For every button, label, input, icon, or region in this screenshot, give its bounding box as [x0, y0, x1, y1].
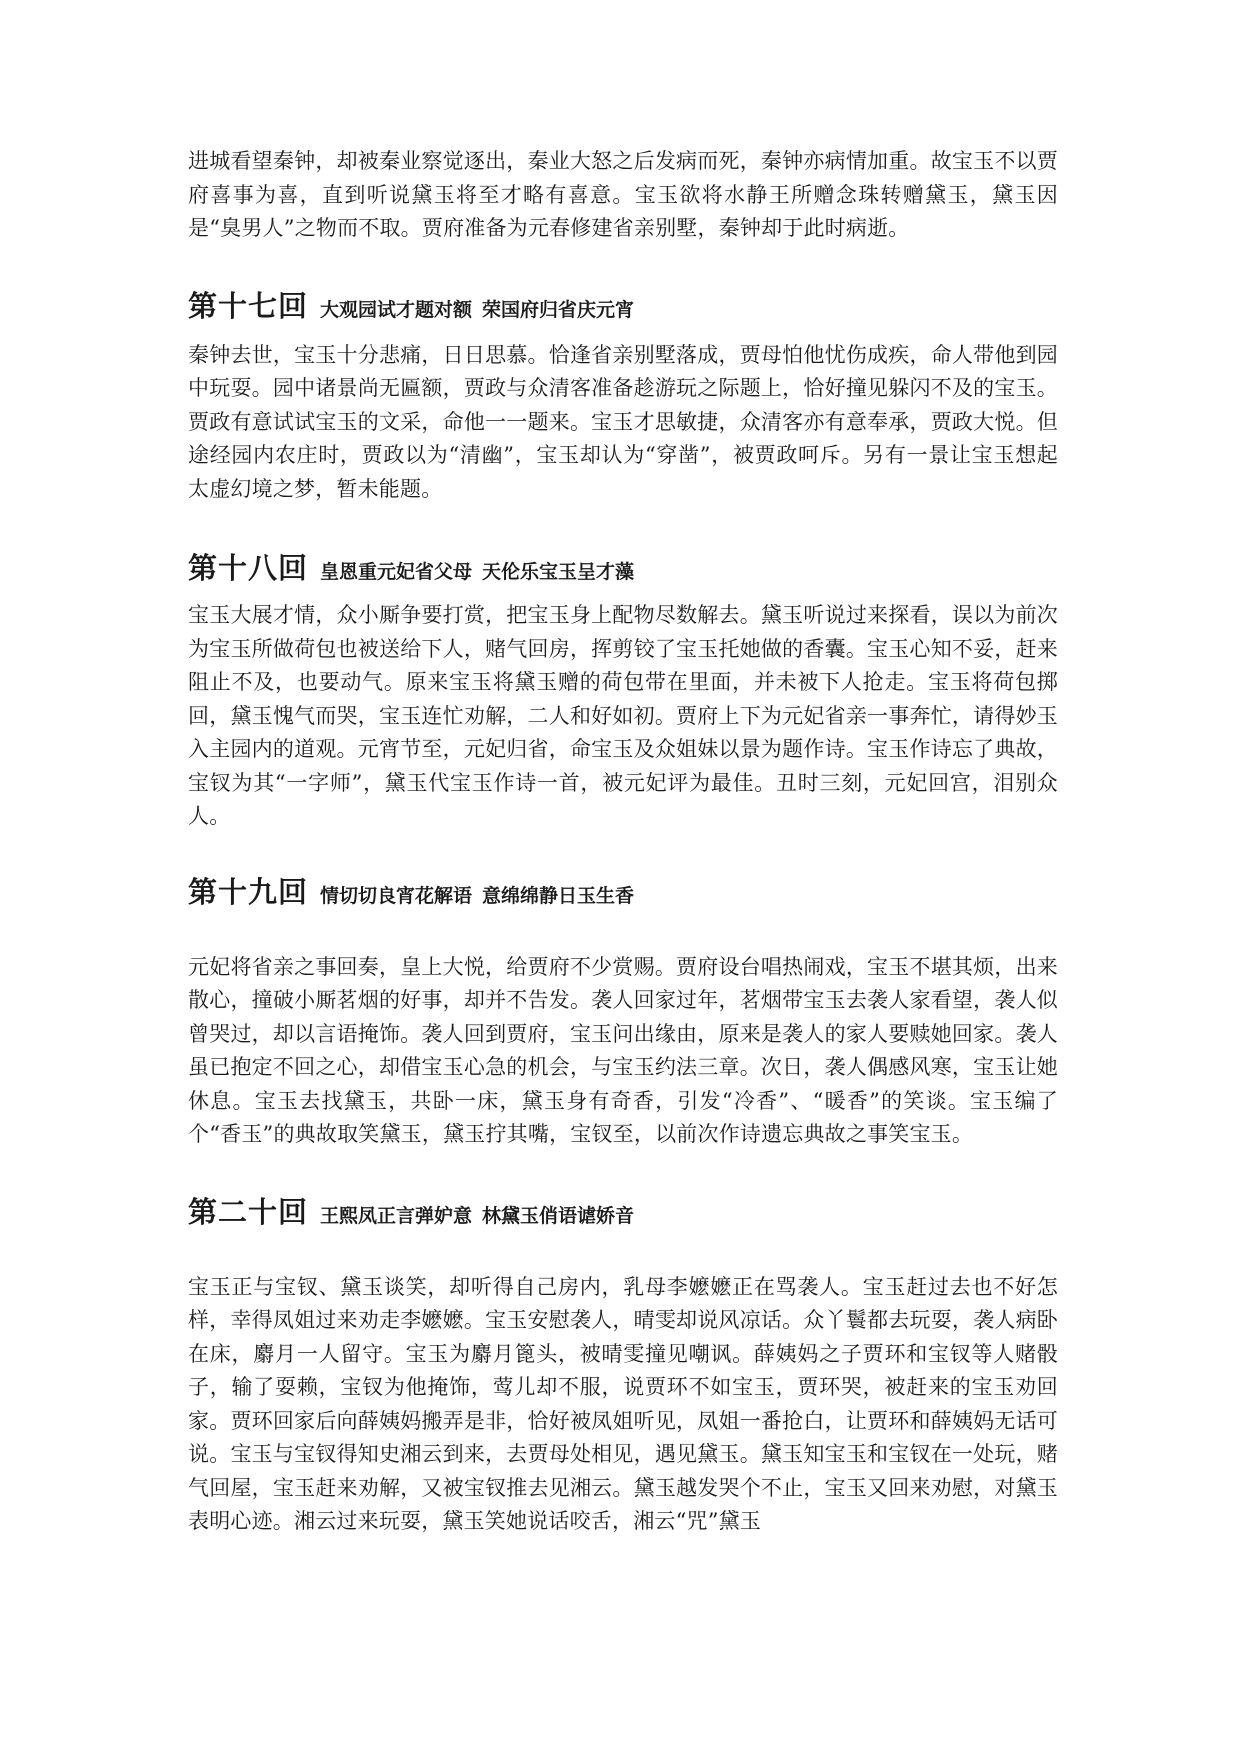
- chapter-20-summary: 宝玉正与宝钗、黛玉谈笑，却听得自己房内，乳母李嬷嬷正在骂袭人。宝玉赶过去也不好怎样，幸得凤姐过来劝走李嬷嬷。宝玉安慰袭人，晴雯却说风凉话。众丫鬟都去玩耍，袭人病卧在床，麝月一人留守。宝玉为麝月篦头，被晴雯撞见嘲讽。薛姨妈之子贾环和宝钗等人赌骰子，输了耍赖，宝钗为他掩饰，莺儿却不服，说贾环不如宝玉，贾环哭，被赶来的宝玉劝回家。贾环回家后向薛姨妈搬弄是非，恰好被凤姐听见，凤姐一番抢白，让贾环和薛姨妈无话可说。宝玉与宝钗得知史湘云到来，去贾母处相见，遇见黛玉。黛玉知宝玉和宝钗在一处玩，赌气回屋，宝玉赶来劝解，又被宝钗推去见湘云。黛玉越发哭个不止，宝玉又回来劝慰，对黛玉表明心迹。湘云过来玩耍，黛玉笑她说话咬舌，湘云“咒”黛玉: [188, 1274, 1058, 1533]
- chapter-20-heading: [188, 1190, 1058, 1231]
- chapter-20-title-a: 王熙凤正言弹妒意: [320, 1204, 473, 1227]
- chapter-19-title-a: 情切切良宵花解语: [320, 884, 473, 907]
- chapter-18-title-a: 皇恩重元妃省父母: [320, 561, 473, 583]
- chapter-18-title-b: 天伦乐宝玉呈才藻: [482, 561, 635, 583]
- chapter-19-number: 第十九回: [188, 874, 309, 909]
- intro-paragraph: 进城看望秦钟，却被秦业察觉逐出，秦业大怒之后发病而死，秦钟亦病情加重。故宝玉不以贾府喜事为喜，直到听说黛玉将至才略有喜意。宝玉欲将水静王所赠念珠转赠黛玉，黛玉因是“臭男人”之物而不取。贾府准备为元春修建省亲别墅，秦钟却于此时病逝。: [188, 149, 1058, 240]
- chapter-20-title-b: 林黛玉俏语谑娇音: [482, 1204, 635, 1227]
- chapter-19-title-b: 意绵绵静日玉生香: [482, 884, 635, 907]
- chapter-17-heading: [188, 284, 1058, 325]
- chapter-18-heading: [188, 546, 1058, 587]
- chapter-17-summary: 秦钟去世，宝玉十分悲痛，日日思慕。恰逢省亲别墅落成，贾母怕他忧伤成疾，命人带他到园中玩耍。园中诸景尚无匾额，贾政与众清客准备趁游玩之际题上，恰好撞见躲闪不及的宝玉。贾政有意试试宝玉的文采，命他一一题来。宝玉才思敏捷，众清客亦有意奉承，贾政大悦。但途经园内农庄时，贾政以为“清幽”，宝玉却认为“穿凿”，被贾政呵斥。另有一景让宝玉想起太虚幻境之梦，暂未能题。: [188, 342, 1058, 501]
- chapter-17-number: 第十七回: [188, 288, 309, 323]
- chapter-20-number: 第二十回: [188, 1194, 309, 1229]
- chapter-18-summary: 宝玉大展才情，众小厮争要打赏，把宝玉身上配物尽数解去。黛玉听说过来探看，误以为前次为宝玉所做荷包也被送给下人，赌气回房，挥剪铰了宝玉托她做的香囊。宝玉心知不妥，赶来阻止不及，也要动气。原来宝玉将黛玉赠的荷包带在里面，并未被下人抢走。宝玉将荷包掷回，黛玉愧气而哭，宝玉连忙劝解，二人和好如初。贾府上下为元妃省亲一事奔忙，请得妙玉入主园内的道观。元宵节至，元妃归省，命宝玉及众姐妹以景为题作诗。宝玉作诗忘了典故，宝钗为其“一字师”，黛玉代宝玉作诗一首，被元妃评为最佳。丑时三刻，元妃回宫，泪别众人。: [188, 603, 1058, 828]
- chapter-19-heading: [188, 870, 1058, 911]
- chapter-19-summary: 元妃将省亲之事回奏，皇上大悦，给贾府不少赏赐。贾府设台唱热闹戏，宝玉不堪其烦，出来散心，撞破小厮茗烟的好事，却并不告发。袭人回家过年，茗烟带宝玉去袭人家看望，袭人似曾哭过，却以言语掩饰。袭人回到贾府，宝玉问出缘由，原来是袭人的家人要赎她回家。袭人虽已抱定不回之心，却借宝玉心急的机会，与宝玉约法三章。次日，袭人偶感风寒，宝玉让她休息。宝玉去找黛玉，共卧一床，黛玉身有奇香，引发“冷香”、“暖香”的笑谈。宝玉编了个“香玉”的典故取笑黛玉，黛玉拧其嘴，宝钗至，以前次作诗遗忘典故之事笑宝玉。: [188, 954, 1058, 1146]
- chapter-18-number: 第十八回: [188, 551, 309, 585]
- chapter-17-title-a: 大观园试才题对额: [320, 298, 473, 321]
- chapter-17-title-b: 荣国府归省庆元宵: [482, 298, 635, 321]
- document-page: [188, 145, 1058, 1539]
